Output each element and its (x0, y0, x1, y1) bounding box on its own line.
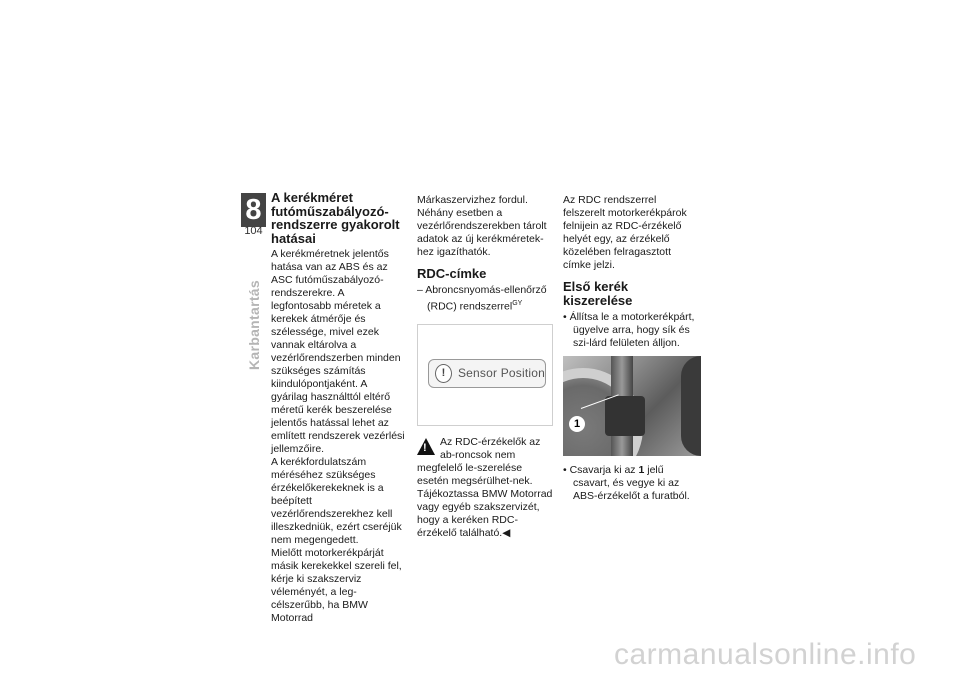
callout-number: 1 (569, 416, 585, 432)
warning-block (417, 436, 553, 540)
bullet-item: • Csavarja ki az 1 jelű csavart, és vegye ki az ABS-érzékelőt a furatból. (563, 464, 690, 502)
front-wheel-photo (563, 356, 701, 456)
section-heading: A kerékméret futóműszabályozó-rendszerre gyakorolt hatásai (271, 190, 400, 246)
sensor-position-label (428, 359, 546, 388)
chapter-number: 8 (241, 193, 266, 227)
label-text: Sensor Position (457, 365, 545, 380)
rdc-label-figure (417, 324, 553, 426)
chapter-title: Karbantartás (246, 280, 262, 370)
front-wheel-heading: Első kerék kiszerelése (563, 279, 633, 308)
page-number: 104 (244, 225, 263, 237)
warning-text-2: Tájékoztassa BMW Motorrad vagy egyéb szakszervizét, hogy a keréken RDC-érzékelő található.◀ (417, 487, 553, 539)
paragraph: Az RDC rendszerrel felszerelt motorkerékpárok felnijein az RDC-érzékelő helyét egy, az érzékelő közelében felragasztott címke jelzi. (563, 194, 687, 271)
end-mark-icon: ◀ (502, 526, 511, 539)
option-code: GY (512, 300, 523, 307)
tyre (681, 356, 701, 456)
brake-caliper (605, 396, 645, 436)
paragraph: A kerékméretnek jelentős hatása van az ABS és az ASC futóműszabályozó-rendszerekre. A legfontosabb méretek a kerekek átmérője és szélessége, mivel ezek vannak eltárolva a vezérlőrendszerben minden szükséges számítás kiindulópontjaként. A gyárilag használttól eltérő méretű kerék beszerelése jelentős hatással lehet az említett rendszerek vezérlési jellemzőire. (271, 248, 405, 455)
column-1 (271, 191, 406, 625)
paragraph: A kerékfordulatszám méréséhez szükséges érzékelőkerekeknek is a beépített vezérlőrendszerekhez kell illeszkedniük, ezért cseréjük nem megengedett. (271, 456, 402, 546)
rdc-heading: RDC-címke (417, 266, 487, 281)
rdc-list-item: – Abroncsnyomás-ellenőrző (RDC) rendszerrel$^{GY}$ (417, 284, 547, 313)
rdc-item-text: Abroncsnyomás-ellenőrző (RDC) rendszerrel (425, 284, 547, 313)
warning-triangle-icon: ! (417, 438, 435, 455)
warning-text: Az RDC-érzékelők az ab-roncsok nem megfelelő le-szerelése esetén megsérülhet-nek. (417, 435, 541, 487)
exclamation-icon: ! (435, 364, 452, 383)
paragraph: Márkaszervizhez fordul. Néhány esetben a vezérlőrendszerekben tárolt adatok az új kerékméretek-hez igazíthatók. (417, 194, 547, 258)
paragraph: Mielőtt motorkerékpárját másik kerekekkel szereli fel, kérje ki szakszerviz véleményét, a leg-célszerűbb, ha BMW Motorrad (271, 547, 402, 624)
column-2 (417, 194, 553, 540)
column-3 (563, 194, 701, 505)
bullet-item: • Állítsa le a motorkerékpárt, ügyelve arra, hogy sík és szi-lárd felületen álljon. (563, 311, 695, 349)
watermark: carmanualsonline.info (614, 638, 917, 671)
